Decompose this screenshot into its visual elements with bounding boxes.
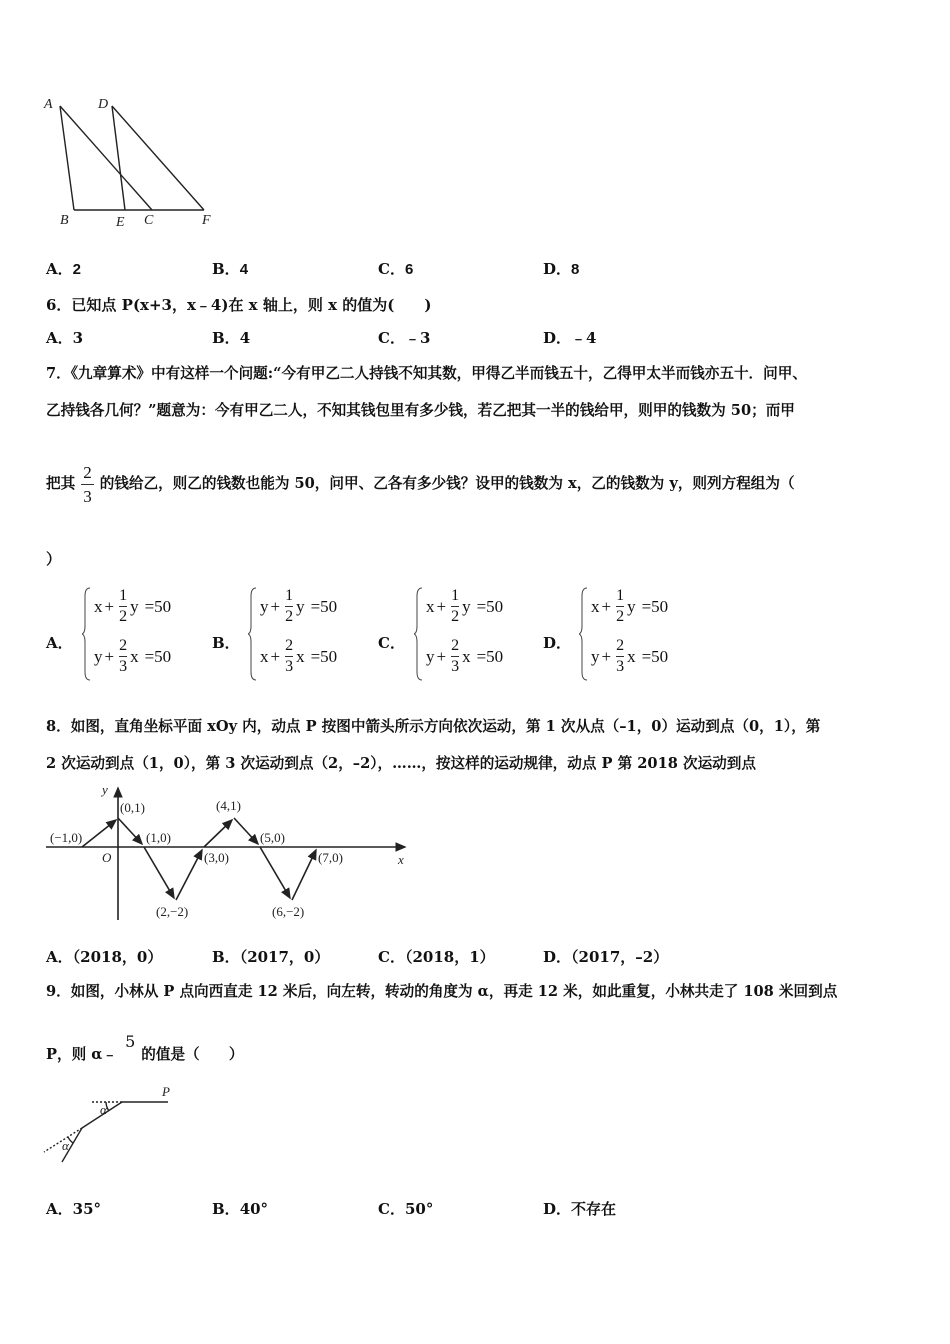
label-F: F [202,213,211,228]
label-P: P [162,1084,170,1099]
equation-2: y + $\frac{2}{3}$ x =50 [426,637,504,675]
equation-1: y + $\frac{1}{2}$ y =50 [260,587,338,625]
coefficient-fraction: $\frac{2}{3}$ [285,637,294,675]
equation-2: y + $\frac{2}{3}$ x =50 [94,637,172,675]
q9-option-d[interactable]: D．不存在 [543,1200,617,1218]
q6-option-d[interactable]: D．﹣4 [543,329,597,347]
q5-option-b[interactable]: B．4 [212,260,249,278]
point-label-70: (7,0) [318,850,343,865]
move-6 [234,818,258,844]
brace-icon [82,586,92,682]
move-3 [144,847,174,898]
coefficient-fraction: $\frac{2}{3}$ [616,637,625,675]
equation-1: x + $\frac{1}{2}$ y =50 [426,587,504,625]
triangle-figure [40,92,230,232]
brace-icon [248,586,258,682]
axis-label-x: x [398,852,404,867]
q9-line-1: 9．如图，小林从 P 点向西直走 12 米后，向左转，转动的角度为 α，再走 12 米，如此重复，小林共走了 108 米回到点 [46,983,838,1000]
label-B: B [60,213,69,228]
q8-option-c[interactable]: C．（2018，1） [378,948,495,966]
move-2 [118,818,142,844]
label-A: A [44,97,53,112]
q8-option-a[interactable]: A．（2018，0） [46,948,163,966]
q7-option-b[interactable]: B． [212,634,240,652]
coefficient-fraction: $\frac{1}{2}$ [616,587,625,625]
coefficient-fraction: $\frac{1}{2}$ [451,587,460,625]
q9-superscript: 5 [125,1032,136,1051]
point-label-6m2: (6,−2) [272,904,305,919]
q9-option-b[interactable]: B．40° [212,1200,269,1218]
q7-line-1: 7．《九章算术》中有这样一个问题:“今有甲乙二人持钱不知其数，甲得乙半而钱五十，乙得甲太半而钱亦五十．问甲、 [46,365,807,382]
coefficient-fraction: $\frac{1}{2}$ [285,587,294,625]
point-label-50: (5,0) [260,830,285,845]
q8-line-1: 8．如图，直角坐标平面 xOy 内，动点 P 按图中箭头所示方向依次运动，第 1 次从点（–1，0）运动到点（0，1），第 [46,718,821,735]
point-label-30: (3,0) [204,850,229,865]
q7-equation-system-d [579,586,709,680]
q7-line-4: ） [46,550,62,568]
label-E: E [116,215,125,230]
q6-question: 6．已知点 P(x+3，x﹣4)在 x 轴上，则 x 的值为( ) [46,296,432,314]
move-1 [82,820,116,847]
point-label-41: (4,1) [216,798,241,813]
q6-option-b[interactable]: B．4 [212,329,251,347]
move-5 [204,820,232,847]
q9-option-a[interactable]: A．35° [46,1200,102,1218]
q9-line-2: P，则 α﹣5的值是（ ） [46,1032,244,1063]
axis-label-y: y [102,782,108,797]
point-label-10: (1,0) [146,830,171,845]
equation-2: y + $\frac{2}{3}$ x =50 [591,637,669,675]
point-label-01: (0,1) [120,800,145,815]
equation-1: x + $\frac{1}{2}$ y =50 [94,587,172,625]
q8-option-b[interactable]: B．（2017，0） [212,948,330,966]
brace-icon [579,586,589,682]
q9-option-c[interactable]: C．50° [378,1200,434,1218]
origin-label: O [102,850,112,865]
coefficient-fraction: $\frac{2}{3}$ [451,637,460,675]
point-label-2m2: (2,−2) [156,904,189,919]
q7-option-a[interactable]: A． [46,634,73,652]
q8-option-d[interactable]: D．（2017，–2） [543,948,669,966]
coefficient-fraction: $\frac{1}{2}$ [119,587,128,625]
q5-option-a[interactable]: A．2 [46,260,81,278]
move-8 [292,850,316,900]
equation-2: x + $\frac{2}{3}$ x =50 [260,637,338,675]
q8-coordinate-graph [40,780,420,925]
q7-equation-system-c [414,586,544,680]
q7-option-c[interactable]: C． [378,634,405,652]
q5-option-c[interactable]: C．6 [378,260,414,278]
q8-line-2: 2 次运动到点（1，0），第 3 次运动到点（2，–2），……，按这样的运动规律，动点 P 第 2018 次运动到点 [46,755,756,772]
q6-option-a[interactable]: A．3 [46,329,84,347]
brace-icon [414,586,424,682]
move-4 [176,850,202,900]
segment-DF [112,106,204,210]
move-7 [260,847,290,898]
q5-option-d[interactable]: D．8 [543,260,580,278]
q7-equation-system-b [248,586,378,680]
q7-line-3: 把其 $\frac{2}{3}$ 的钱给乙，则乙的钱数也能为 50，问甲、乙各有多少钱？设甲的钱数为 x，乙的钱数为 y，则列方程组为（ [46,463,795,506]
label-C: C [144,213,154,228]
q7-option-d[interactable]: D． [543,634,572,652]
label-alpha-1: α [100,1102,107,1117]
q7-equation-system-a [82,586,212,680]
segment-AC [60,106,152,210]
label-D: D [98,97,109,112]
q9-walking-figure [40,1080,190,1170]
segment-AB [60,106,74,210]
equation-1: x + $\frac{1}{2}$ y =50 [591,587,669,625]
coefficient-fraction: $\frac{2}{3}$ [119,637,128,675]
q6-option-c[interactable]: C．﹣3 [378,329,431,347]
q7-fraction: $\frac{2}{3}$ [83,463,92,506]
q7-line-2: 乙持钱各几何？”题意为：今有甲乙二人，不知其钱包里有多少钱，若乙把其一半的钱给甲，则甲的钱数为 50；而甲 [46,402,795,419]
label-alpha-2: α [62,1138,69,1153]
point-label-m10: (−1,0) [50,830,83,845]
segment-DE [112,106,125,210]
